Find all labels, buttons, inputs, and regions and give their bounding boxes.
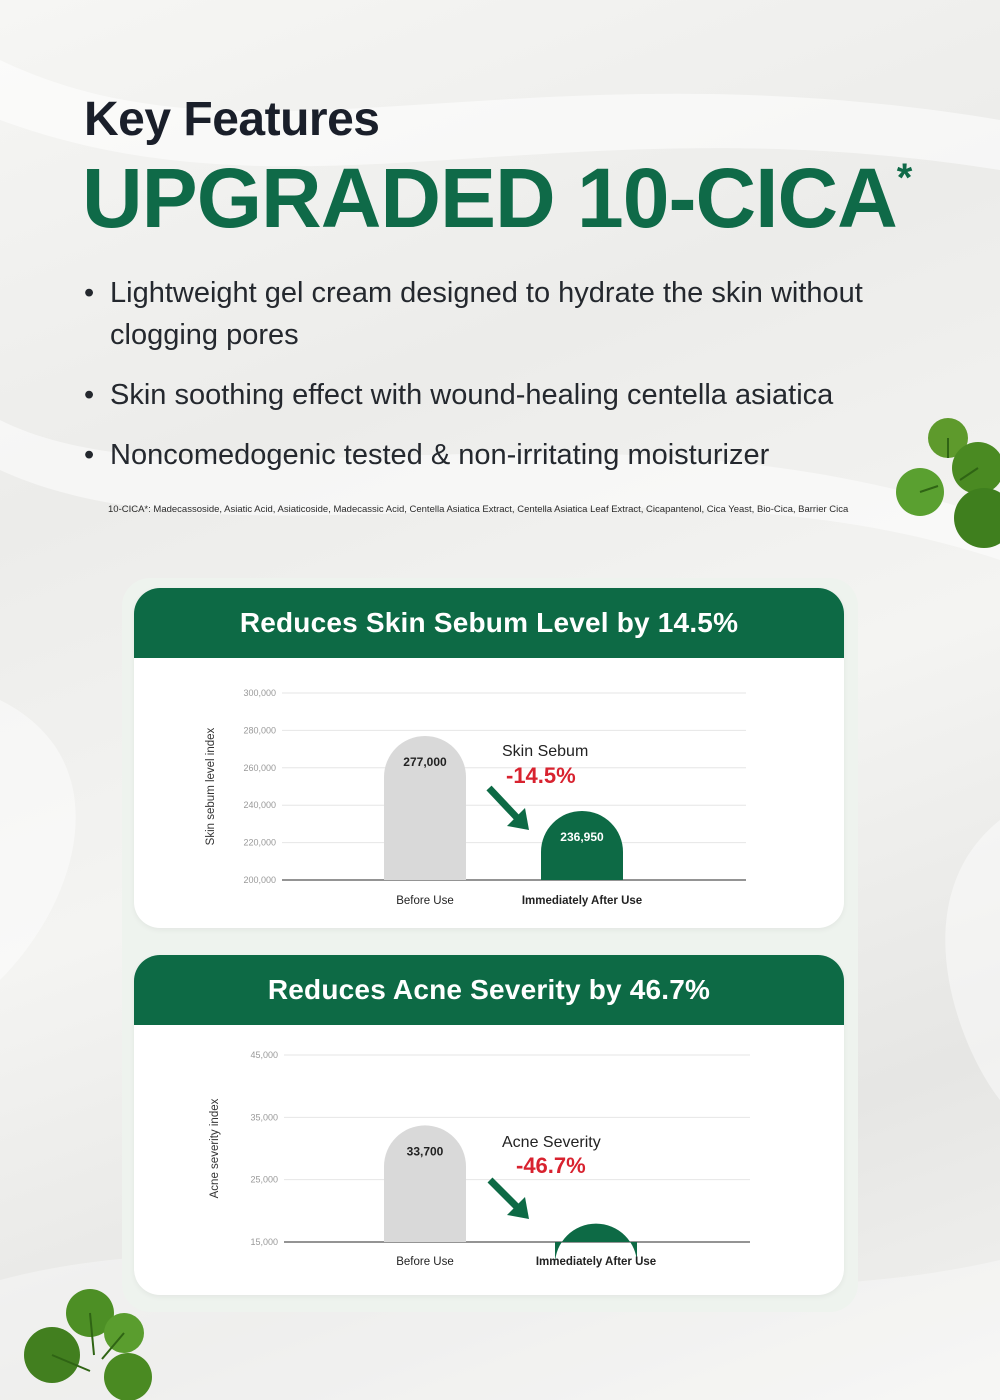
- chart-title: Reduces Acne Severity by 46.7%: [134, 955, 844, 1025]
- y-tick-label: 220,000: [243, 837, 276, 848]
- y-axis-label: Skin sebum level index: [205, 727, 217, 846]
- annotation-change: -14.5%: [506, 763, 576, 788]
- after-use-bar: [541, 811, 623, 880]
- y-tick-label: 240,000: [243, 800, 276, 811]
- y-tick-label: 15,000: [250, 1237, 278, 1247]
- y-tick-label: 45,000: [250, 1050, 278, 1060]
- y-tick-label: 260,000: [243, 762, 276, 773]
- ingredient-footnote: 10-CICA*: Madecassoside, Asiatic Acid, Asiaticoside, Madecassic Acid, Centella Asiatica Extract, Centella Asiatica Leaf Extract, Cicapantenol, Cica Yeast, Bio-Cica, Barrier Cica: [108, 504, 849, 515]
- y-tick-label: 200,000: [243, 875, 276, 885]
- x-category-label: Before Use: [396, 895, 454, 907]
- bar-value-label: 33,700: [406, 1144, 444, 1159]
- y-tick-label: 35,000: [250, 1112, 278, 1123]
- before-use-bar: [384, 1125, 466, 1242]
- acne-chart-card: [134, 955, 844, 1295]
- y-tick-label: 25,000: [250, 1174, 278, 1185]
- subtitle: Key Features: [84, 93, 380, 146]
- bar-value-label: 277,000: [403, 755, 447, 770]
- chart-title: Reduces Skin Sebum Level by 14.5%: [134, 588, 844, 658]
- title-text: UPGRADED 10-CICA: [82, 151, 897, 245]
- x-category-label: Before Use: [396, 1256, 454, 1268]
- annotation-label: Skin Sebum: [502, 743, 589, 760]
- y-tick-label: 280,000: [243, 725, 276, 736]
- bar-value-label: 236,950: [560, 829, 604, 844]
- y-axis-label: Acne severity index: [209, 1098, 221, 1199]
- feature-item: • Skin soothing effect with wound-healing centella asiatica: [84, 374, 904, 416]
- y-tick-label: 300,000: [243, 688, 276, 698]
- feature-list: [84, 272, 904, 494]
- sebum-chart-card: [134, 588, 844, 928]
- x-category-label: Immediately After Use: [521, 895, 643, 907]
- title-asterisk: *: [896, 156, 912, 200]
- page-title: [82, 150, 911, 247]
- annotation-change: -46.7%: [516, 1153, 586, 1178]
- feature-item: • Noncomedogenic tested & non-irritating moisturizer: [84, 434, 904, 476]
- sebum-chart: [134, 658, 844, 928]
- centella-leaves-icon: [890, 410, 1000, 555]
- acne-chart: [134, 1025, 844, 1295]
- feature-item: • Lightweight gel cream designed to hydrate the skin without clogging pores: [84, 272, 904, 356]
- bar-value-label: 17,950: [577, 1242, 615, 1257]
- x-category-label: Immediately After Use: [535, 1256, 657, 1268]
- annotation-label: Acne Severity: [502, 1134, 601, 1151]
